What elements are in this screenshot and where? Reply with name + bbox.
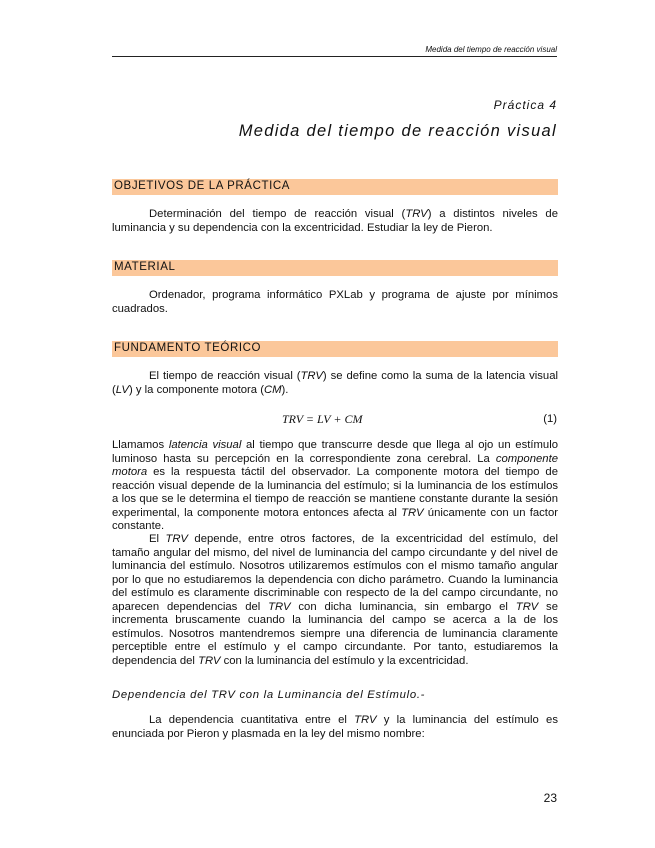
theory-paragraph-3: La dependencia cuantitativa entre el TRV y la luminancia del estímulo es enunciada por Pieron y plasmada en la ley del mismo nombre: — [112, 714, 558, 740]
equation-number: (1) — [543, 413, 557, 425]
section-heading-label: FUNDAMENTO TEÓRICO — [114, 342, 262, 354]
section-heading-label: MATERIAL — [114, 261, 176, 273]
section-heading-theory — [112, 341, 558, 357]
section-heading-material — [112, 260, 558, 276]
material-paragraph: Ordenador, programa informático PXLab y programa de ajuste por mínimos cuadrados. — [112, 289, 558, 315]
subsection-heading: Dependencia del TRV con la Luminancia del Estímulo.- — [112, 689, 426, 701]
theory-paragraph-2: El TRV depende, entre otros factores, de la excentricidad del estímulo, del tamaño angular del mismo, del nivel de luminancia del campo circundante y del nivel de luminancia del estímulo. Nosotros utilizaremos estímulos con el mismo tamaño angular por lo que no estudiaremos la dependencia con dicho parámetro. Cuando la luminancia del estímulo es claramente discriminable con respecto de la del campo circundante, no aparecen dependencias del TRV con dicha luminancia, sin embargo el TRV se incrementa bruscamente cuando la luminancia del campo se acerca a la de los estímulos. Nosotros mantendremos siempre una diferencia de luminancia claramente perceptible entre el estímulo y el campo circundante. Por tanto, estudiaremos la dependencia del TRV con la luminancia del estímulo y la excentricidad. — [112, 533, 558, 667]
page-number: 23 — [543, 791, 557, 805]
theory-intro-paragraph: El tiempo de reacción visual (TRV) se define como la suma de la latencia visual (LV) y la componente motora (CM). — [112, 370, 558, 396]
running-header: Medida del tiempo de reacción visual — [425, 45, 557, 54]
header-rule — [112, 56, 557, 57]
section-heading-label: OBJETIVOS DE LA PRÁCTICA — [114, 180, 291, 192]
equation-trv: TRV = LV + CM — [282, 412, 363, 426]
practice-title: Medida del tiempo de reacción visual — [238, 122, 557, 140]
objectives-paragraph: Determinación del tiempo de reacción visual (TRV) a distintos niveles de luminancia y su dependencia con la excentricidad. Estudiar la ley de Pieron. — [112, 208, 558, 234]
theory-paragraph-1: Llamamos latencia visual al tiempo que transcurre desde que llega al ojo un estímulo luminoso hasta su percepción en la correspondiente zona cerebral. La componente motora es la respuesta táctil del observador. La componente motora del tiempo de reacción visual depende de la luminancia del estímulo; si la luminancia de los estímulos a los que se le determina el tiempo de reacción se mantiene constante durante la sesión experimental, la componente motora entonces afecta al TRV únicamente con un factor constante. — [112, 439, 558, 532]
section-heading-objectives — [112, 179, 558, 195]
practice-label: Práctica 4 — [493, 98, 557, 112]
